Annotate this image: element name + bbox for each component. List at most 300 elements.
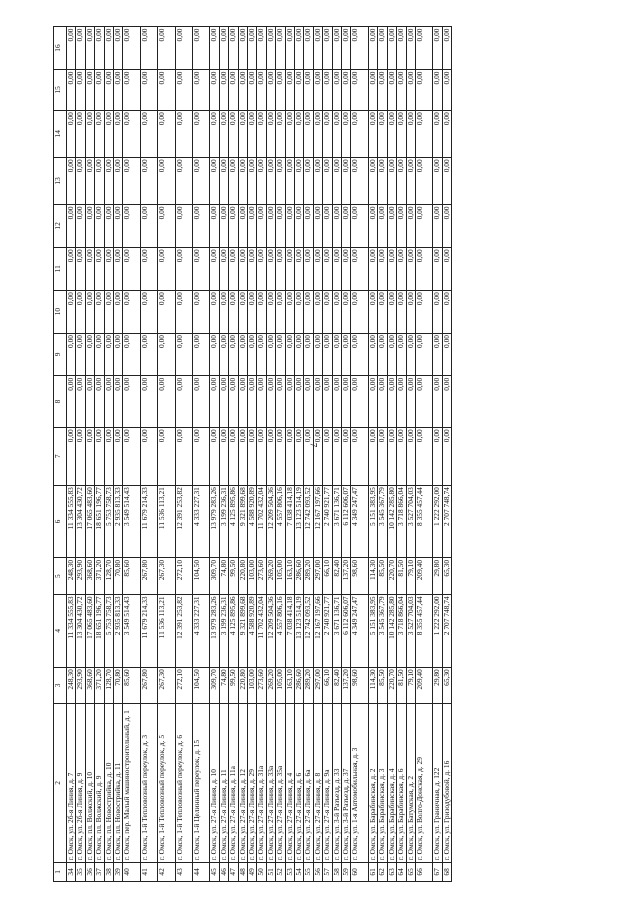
table-row <box>323 27 332 882</box>
row-number-cell: 65 <box>406 862 415 881</box>
zero-value-cell: 0,00 <box>140 204 157 247</box>
zero-value-cell: 0,00 <box>368 110 377 157</box>
area-repair-cell: 85,50 <box>378 558 387 594</box>
zero-value-cell: 0,00 <box>76 333 85 376</box>
address-cell: г. Омск, ул. 3-й Разъезд, д. 33 <box>332 704 341 863</box>
zero-value-cell: 0,00 <box>313 333 322 376</box>
area-repair-cell: 267,30 <box>158 558 175 594</box>
area-repair-cell: 368,60 <box>85 558 94 594</box>
repair-cost-cell: 2 935 813,33 <box>114 485 123 558</box>
repair-cost-cell: 4 588 920,89 <box>248 485 257 558</box>
zero-value-cell: 0,00 <box>76 247 85 290</box>
zero-value-cell: 0,00 <box>342 333 351 376</box>
zero-value-cell: 0,00 <box>387 157 396 204</box>
zero-value-cell: 0,00 <box>257 290 266 333</box>
zero-value-cell: 0,00 <box>313 157 322 204</box>
zero-value-cell: 0,00 <box>229 333 238 376</box>
total-cost-cell: 3 671 136,71 <box>332 594 341 667</box>
address-cell: г. Омск, ул. 2б-я Линия, д. 7 <box>67 704 76 863</box>
row-number-cell: 52 <box>276 862 285 881</box>
total-cost-cell: 6 112 606,07 <box>342 594 351 667</box>
zero-value-cell: 0,00 <box>266 376 275 427</box>
area-repair-cell: 371,20 <box>95 558 104 594</box>
zero-value-cell: 0,00 <box>313 110 322 157</box>
area-repair-cell: 273,60 <box>257 558 266 594</box>
area-repair-cell: 79,10 <box>406 558 415 594</box>
zero-value-cell: 0,00 <box>351 70 368 111</box>
zero-value-cell: 0,00 <box>67 157 76 204</box>
zero-value-cell: 0,00 <box>85 110 94 157</box>
zero-value-cell: 0,00 <box>114 247 123 290</box>
zero-value-cell: 0,00 <box>304 247 313 290</box>
zero-value-cell: 0,00 <box>276 157 285 204</box>
area-repair-cell: 267,80 <box>140 558 157 594</box>
area-cell: 137,20 <box>342 667 351 703</box>
total-cost-cell: 12 742 093,52 <box>304 594 313 667</box>
repair-cost-cell: 11 536 113,21 <box>158 485 175 558</box>
zero-value-cell: 0,00 <box>114 290 123 333</box>
row-number-cell: 42 <box>158 862 175 881</box>
row-number-cell: 45 <box>210 862 219 881</box>
column-number-header: 10 <box>54 290 67 333</box>
zero-value-cell: 0,00 <box>276 204 285 247</box>
zero-value-cell: 0,00 <box>257 157 266 204</box>
area-cell: 248,30 <box>67 667 76 703</box>
address-cell: г. Омск, пл. Волжский, д. 9 <box>95 704 104 863</box>
row-number-cell: 48 <box>238 862 247 881</box>
zero-value-cell: 0,00 <box>123 247 140 290</box>
zero-value-cell: 0,00 <box>158 157 175 204</box>
zero-value-cell: 0,00 <box>104 70 113 111</box>
zero-value-cell: 0,00 <box>67 70 76 111</box>
zero-value-cell: 0,00 <box>114 157 123 204</box>
zero-value-cell: 0,00 <box>104 376 113 427</box>
address-cell: г. Омск, ул. Барабинская, д. 3 <box>378 704 387 863</box>
table-row <box>140 27 157 882</box>
zero-value-cell: 0,00 <box>95 204 104 247</box>
repair-cost-cell: 3 718 866,04 <box>397 485 406 558</box>
zero-value-cell: 0,00 <box>257 70 266 111</box>
area-cell: 79,10 <box>406 667 415 703</box>
zero-value-cell: 0,00 <box>342 27 351 70</box>
row-number-cell: 63 <box>387 862 396 881</box>
table-row <box>229 27 238 882</box>
total-cost-cell: 12 391 253,82 <box>175 594 192 667</box>
zero-value-cell: 0,00 <box>67 110 76 157</box>
zero-value-cell: 0,00 <box>229 110 238 157</box>
zero-value-cell: 0,00 <box>175 376 192 427</box>
zero-value-cell: 0,00 <box>210 427 219 485</box>
zero-value-cell: 0,00 <box>378 204 387 247</box>
zero-value-cell: 0,00 <box>387 427 396 485</box>
zero-value-cell: 0,00 <box>219 290 228 333</box>
zero-value-cell: 0,00 <box>433 333 442 376</box>
row-number-cell: 51 <box>266 862 275 881</box>
address-cell: г. Омск, ул. Барабинская, д. 6 <box>397 704 406 863</box>
zero-value-cell: 0,00 <box>210 204 219 247</box>
zero-value-cell: 0,00 <box>104 427 113 485</box>
zero-value-cell: 0,00 <box>210 27 219 70</box>
zero-value-cell: 0,00 <box>104 247 113 290</box>
zero-value-cell: 0,00 <box>248 427 257 485</box>
zero-value-cell: 0,00 <box>95 376 104 427</box>
zero-value-cell: 0,00 <box>210 157 219 204</box>
zero-value-cell: 0,00 <box>368 290 377 333</box>
zero-value-cell: 0,00 <box>238 157 247 204</box>
zero-value-cell: 0,00 <box>85 427 94 485</box>
zero-value-cell: 0,00 <box>229 70 238 111</box>
zero-value-cell: 0,00 <box>219 27 228 70</box>
zero-value-cell: 0,00 <box>442 427 451 485</box>
zero-value-cell: 0,00 <box>85 376 94 427</box>
zero-value-cell: 0,00 <box>76 27 85 70</box>
table-row <box>442 27 451 882</box>
area-cell: 103,00 <box>248 667 257 703</box>
column-number-header: 1 <box>54 862 67 881</box>
repair-cost-cell: 7 038 414,18 <box>285 485 294 558</box>
zero-value-cell: 0,00 <box>85 157 94 204</box>
repair-cost-cell: 4 125 895,86 <box>229 485 238 558</box>
row-number-cell: 49 <box>248 862 257 881</box>
area-cell: 128,70 <box>104 667 113 703</box>
zero-value-cell: 0,00 <box>342 204 351 247</box>
zero-value-cell: 0,00 <box>387 27 396 70</box>
zero-value-cell: 0,00 <box>238 247 247 290</box>
zero-value-cell: 0,00 <box>378 427 387 485</box>
zero-value-cell: 0,00 <box>76 157 85 204</box>
zero-value-cell: 0,00 <box>323 376 332 427</box>
zero-value-cell: 0,00 <box>406 290 415 333</box>
zero-value-cell: 0,00 <box>342 290 351 333</box>
address-cell: г. Омск, пл. Новострийка, д. 11 <box>114 704 123 863</box>
zero-value-cell: 0,00 <box>276 290 285 333</box>
zero-value-cell: 0,00 <box>114 70 123 111</box>
zero-value-cell: 0,00 <box>397 204 406 247</box>
repair-cost-cell: 3 545 367,79 <box>378 485 387 558</box>
repair-cost-cell: 2 740 921,77 <box>323 485 332 558</box>
zero-value-cell: 0,00 <box>415 333 432 376</box>
zero-value-cell: 0,00 <box>266 204 275 247</box>
table-row <box>332 27 341 882</box>
zero-value-cell: 0,00 <box>114 204 123 247</box>
table-row <box>415 27 432 882</box>
zero-value-cell: 0,00 <box>368 157 377 204</box>
zero-value-cell: 0,00 <box>295 70 304 111</box>
area-repair-cell: 114,30 <box>368 558 377 594</box>
zero-value-cell: 0,00 <box>104 333 113 376</box>
zero-value-cell: 0,00 <box>351 110 368 157</box>
zero-value-cell: 0,00 <box>257 333 266 376</box>
table-row <box>257 27 266 882</box>
zero-value-cell: 0,00 <box>248 247 257 290</box>
repair-cost-cell: 9 321 899,68 <box>238 485 247 558</box>
zero-value-cell: 0,00 <box>238 333 247 376</box>
row-number-cell: 39 <box>114 862 123 881</box>
table-row <box>276 27 285 882</box>
total-cost-cell: 7 038 414,18 <box>285 594 294 667</box>
row-number-cell: 58 <box>332 862 341 881</box>
zero-value-cell: 0,00 <box>304 427 313 485</box>
table-row <box>285 27 294 882</box>
zero-value-cell: 0,00 <box>397 27 406 70</box>
zero-value-cell: 0,00 <box>85 247 94 290</box>
column-number-header: 16 <box>54 27 67 70</box>
address-cell: г. Омск, ул. Батумская, д. 2 <box>406 704 415 863</box>
area-cell: 267,80 <box>140 667 157 703</box>
zero-value-cell: 0,00 <box>406 247 415 290</box>
table-row <box>304 27 313 882</box>
zero-value-cell: 0,00 <box>406 110 415 157</box>
zero-value-cell: 0,00 <box>238 204 247 247</box>
zero-value-cell: 0,00 <box>76 110 85 157</box>
zero-value-cell: 0,00 <box>104 204 113 247</box>
area-repair-cell: 209,40 <box>415 558 432 594</box>
address-cell: г. Омск, ул. 2б-я Линия, д. 9 <box>76 704 85 863</box>
zero-value-cell: 0,00 <box>442 290 451 333</box>
row-number-cell: 55 <box>304 862 313 881</box>
zero-value-cell: 0,00 <box>219 247 228 290</box>
area-repair-cell: 82,40 <box>332 558 341 594</box>
row-number-cell: 60 <box>351 862 368 881</box>
zero-value-cell: 0,00 <box>104 290 113 333</box>
zero-value-cell: 0,00 <box>285 157 294 204</box>
zero-value-cell: 0,00 <box>397 247 406 290</box>
area-cell: 286,60 <box>295 667 304 703</box>
zero-value-cell: 0,00 <box>219 333 228 376</box>
zero-value-cell: 0,00 <box>257 110 266 157</box>
zero-value-cell: 0,00 <box>323 204 332 247</box>
zero-value-cell: 0,00 <box>387 204 396 247</box>
area-cell: 220,70 <box>387 667 396 703</box>
column-number-header: 7 <box>54 427 67 485</box>
total-cost-cell: 3 549 514,43 <box>123 594 140 667</box>
zero-value-cell: 0,00 <box>295 376 304 427</box>
zero-value-cell: 0,00 <box>219 110 228 157</box>
zero-value-cell: 0,00 <box>140 157 157 204</box>
total-cost-cell: 3 718 866,04 <box>397 594 406 667</box>
area-cell: 209,40 <box>415 667 432 703</box>
total-cost-cell: 2 935 813,33 <box>114 594 123 667</box>
area-cell: 29,80 <box>433 667 442 703</box>
table-row <box>85 27 94 882</box>
table-row <box>67 27 76 882</box>
area-repair-cell: 163,10 <box>285 558 294 594</box>
zero-value-cell: 0,00 <box>95 247 104 290</box>
zero-value-cell: 0,00 <box>95 157 104 204</box>
zero-value-cell: 0,00 <box>193 110 210 157</box>
area-cell: 74,80 <box>219 667 228 703</box>
zero-value-cell: 0,00 <box>295 27 304 70</box>
total-cost-cell: 3 527 704,03 <box>406 594 415 667</box>
zero-value-cell: 0,00 <box>304 333 313 376</box>
total-cost-cell: 11 334 555,83 <box>67 594 76 667</box>
area-repair-cell: 293,90 <box>76 558 85 594</box>
zero-value-cell: 0,00 <box>442 110 451 157</box>
area-repair-cell: 289,20 <box>304 558 313 594</box>
zero-value-cell: 0,00 <box>210 290 219 333</box>
zero-value-cell: 0,00 <box>368 333 377 376</box>
row-number-cell: 53 <box>285 862 294 881</box>
row-number-cell: 38 <box>104 862 113 881</box>
zero-value-cell: 0,00 <box>323 247 332 290</box>
zero-value-cell: 0,00 <box>76 290 85 333</box>
zero-value-cell: 0,00 <box>229 376 238 427</box>
zero-value-cell: 0,00 <box>238 290 247 333</box>
row-number-cell: 43 <box>175 862 192 881</box>
address-cell: г. Омск, ул. 3-й Разъезд, д. 37 <box>342 704 351 863</box>
zero-value-cell: 0,00 <box>266 247 275 290</box>
area-cell: 273,60 <box>257 667 266 703</box>
zero-value-cell: 0,00 <box>219 204 228 247</box>
area-cell: 163,10 <box>285 667 294 703</box>
zero-value-cell: 0,00 <box>368 427 377 485</box>
address-cell: г. Омск, ул. 27-я Линия, д. 11а <box>229 704 238 863</box>
zero-value-cell: 0,00 <box>442 247 451 290</box>
zero-value-cell: 0,00 <box>351 427 368 485</box>
zero-value-cell: 0,00 <box>95 427 104 485</box>
zero-value-cell: 0,00 <box>433 110 442 157</box>
zero-value-cell: 0,00 <box>406 427 415 485</box>
area-repair-cell: 104,50 <box>193 558 210 594</box>
total-cost-cell: 11 702 432,04 <box>257 594 266 667</box>
row-number-cell: 64 <box>397 862 406 881</box>
area-repair-cell: 98,60 <box>351 558 368 594</box>
table-body <box>67 27 452 882</box>
area-cell: 297,00 <box>313 667 322 703</box>
zero-value-cell: 0,00 <box>276 70 285 111</box>
zero-value-cell: 0,00 <box>342 110 351 157</box>
zero-value-cell: 0,00 <box>85 27 94 70</box>
area-cell: 85,50 <box>378 667 387 703</box>
zero-value-cell: 0,00 <box>406 204 415 247</box>
zero-value-cell: 0,00 <box>158 333 175 376</box>
zero-value-cell: 0,00 <box>175 333 192 376</box>
zero-value-cell: 0,00 <box>193 427 210 485</box>
repair-cost-cell: 1 222 292,00 <box>433 485 442 558</box>
zero-value-cell: 0,00 <box>276 333 285 376</box>
zero-value-cell: 0,00 <box>442 27 451 70</box>
zero-value-cell: 0,00 <box>397 157 406 204</box>
zero-value-cell: 0,00 <box>378 290 387 333</box>
table-row <box>397 27 406 882</box>
zero-value-cell: 0,00 <box>342 157 351 204</box>
zero-value-cell: 0,00 <box>123 70 140 111</box>
zero-value-cell: 0,00 <box>285 333 294 376</box>
total-cost-cell: 4 333 227,31 <box>193 594 210 667</box>
zero-value-cell: 0,00 <box>67 27 76 70</box>
row-number-cell: 35 <box>76 862 85 881</box>
apartment-fund-table <box>53 26 452 882</box>
zero-value-cell: 0,00 <box>123 290 140 333</box>
zero-value-cell: 0,00 <box>285 376 294 427</box>
zero-value-cell: 0,00 <box>295 333 304 376</box>
area-repair-cell: 99,50 <box>229 558 238 594</box>
area-cell: 70,80 <box>114 667 123 703</box>
zero-value-cell: 0,00 <box>193 204 210 247</box>
address-cell: г. Омск, ул. 27-я Линия, д. 6а <box>304 704 313 863</box>
zero-value-cell: 0,00 <box>266 70 275 111</box>
total-cost-cell: 5 753 758,73 <box>104 594 113 667</box>
zero-value-cell: 0,00 <box>332 27 341 70</box>
zero-value-cell: 0,00 <box>193 290 210 333</box>
zero-value-cell: 0,00 <box>304 376 313 427</box>
zero-value-cell: 0,00 <box>276 110 285 157</box>
table-row <box>266 27 275 882</box>
zero-value-cell: 0,00 <box>332 247 341 290</box>
zero-value-cell: 0,00 <box>95 110 104 157</box>
address-cell: г. Омск, ул. Волго-Донская, д. 29 <box>415 704 432 863</box>
zero-value-cell: 0,00 <box>140 290 157 333</box>
zero-value-cell: 0,00 <box>313 427 322 485</box>
zero-value-cell: 0,00 <box>378 376 387 427</box>
area-repair-cell: 297,00 <box>313 558 322 594</box>
zero-value-cell: 0,00 <box>351 157 368 204</box>
repair-cost-cell: 5 151 383,95 <box>368 485 377 558</box>
zero-value-cell: 0,00 <box>229 27 238 70</box>
column-number-header: 14 <box>54 110 67 157</box>
row-number-cell: 44 <box>193 862 210 881</box>
column-number-header: 2 <box>54 704 67 863</box>
zero-value-cell: 0,00 <box>378 27 387 70</box>
zero-value-cell: 0,00 <box>406 27 415 70</box>
zero-value-cell: 0,00 <box>158 290 175 333</box>
column-number-header: 5 <box>54 558 67 594</box>
zero-value-cell: 0,00 <box>368 70 377 111</box>
address-cell: г. Омск, ул. 27-я Линия, д. 10 <box>210 704 219 863</box>
zero-value-cell: 0,00 <box>276 27 285 70</box>
zero-value-cell: 0,00 <box>323 333 332 376</box>
zero-value-cell: 0,00 <box>276 247 285 290</box>
zero-value-cell: 0,00 <box>175 204 192 247</box>
area-cell: 82,40 <box>332 667 341 703</box>
zero-value-cell: 0,00 <box>304 204 313 247</box>
zero-value-cell: 0,00 <box>238 427 247 485</box>
zero-value-cell: 0,00 <box>248 333 257 376</box>
zero-value-cell: 0,00 <box>351 290 368 333</box>
zero-value-cell: 0,00 <box>257 376 266 427</box>
zero-value-cell: 0,00 <box>397 110 406 157</box>
area-cell: 98,60 <box>351 667 368 703</box>
zero-value-cell: 0,00 <box>248 376 257 427</box>
zero-value-cell: 0,00 <box>295 110 304 157</box>
area-repair-cell: 220,80 <box>238 558 247 594</box>
repair-cost-cell: 4 333 227,31 <box>193 485 210 558</box>
table-row <box>387 27 396 882</box>
table-viewport <box>53 26 643 876</box>
zero-value-cell: 0,00 <box>285 290 294 333</box>
area-repair-cell: 128,70 <box>104 558 113 594</box>
address-cell: г. Омск, ул. 27-я Линия, д. 11 <box>219 704 228 863</box>
total-cost-cell: 13 123 514,19 <box>295 594 304 667</box>
zero-value-cell: 0,00 <box>304 157 313 204</box>
zero-value-cell: 0,00 <box>415 204 432 247</box>
repair-cost-cell: 13 304 430,72 <box>76 485 85 558</box>
address-cell: г. Омск, 1-й Тепловозный переулок, д. 6 <box>175 704 192 863</box>
table-row <box>123 27 140 882</box>
total-cost-cell: 5 151 383,95 <box>368 594 377 667</box>
zero-value-cell: 0,00 <box>323 70 332 111</box>
zero-value-cell: 0,00 <box>95 27 104 70</box>
zero-value-cell: 0,00 <box>238 70 247 111</box>
repair-cost-cell: 8 355 457,44 <box>415 485 432 558</box>
zero-value-cell: 0,00 <box>415 376 432 427</box>
area-cell: 105,00 <box>276 667 285 703</box>
zero-value-cell: 0,00 <box>433 376 442 427</box>
area-repair-cell: 309,70 <box>210 558 219 594</box>
zero-value-cell: 0,00 <box>193 247 210 290</box>
zero-value-cell: 0,00 <box>229 247 238 290</box>
zero-value-cell: 0,00 <box>175 70 192 111</box>
